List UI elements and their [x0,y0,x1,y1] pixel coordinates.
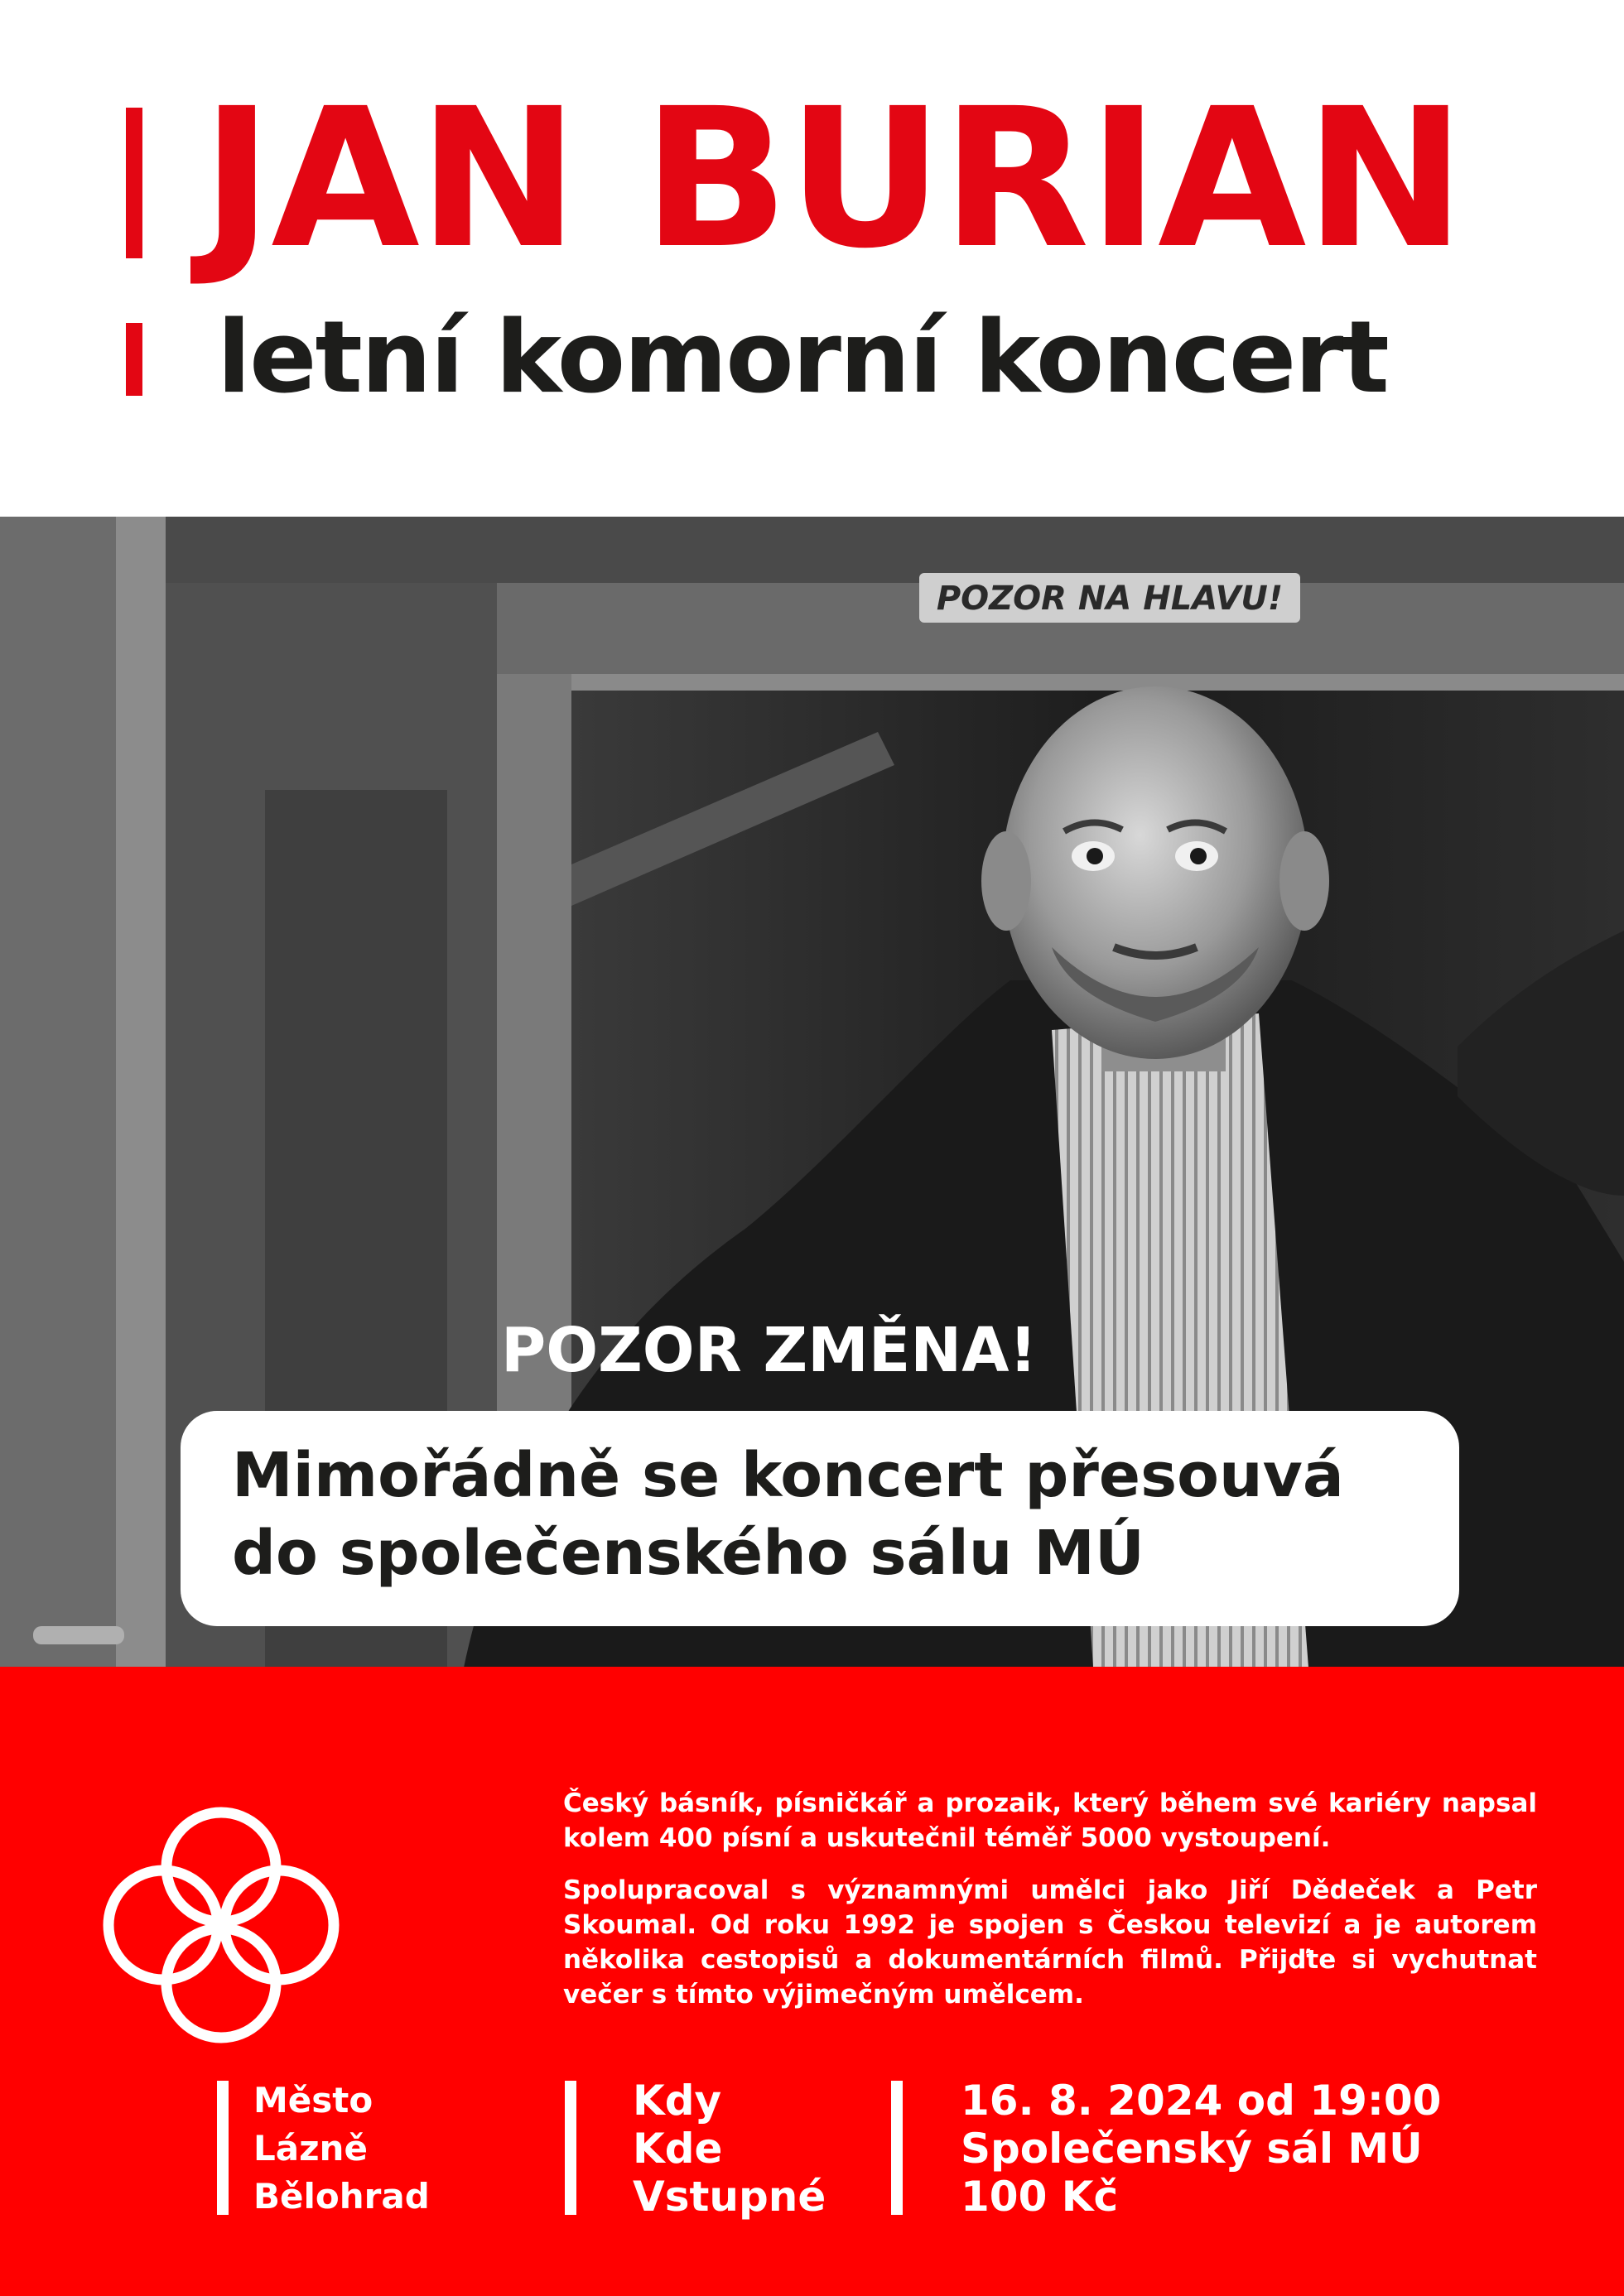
values-divider [891,2081,903,2215]
organizer-line: Město [253,2080,373,2120]
four-rings-logo-icon [93,1797,349,2053]
where-label: Kde [633,2125,723,2173]
notice-line-1: Mimořádně se koncert přesouvá [232,1440,1344,1511]
labels-divider [565,2081,576,2215]
subtitle-accent-bar [126,323,142,396]
description-paragraph-1: Český básník, písničkář a prozaik, který během své kariéry napsal kolem 400 písní a uskutečnil téměř 5000 vystoupení. [563,1788,1537,1853]
event-values [961,2077,1441,2221]
event-labels [633,2077,826,2221]
organizer-name [253,2077,430,2221]
notice-heading: POZOR ZMĚNA! [501,1315,1038,1386]
admission-label: Vstupné [633,2173,826,2221]
admission-value: 100 Kč [961,2173,1119,2221]
warning-sign-text: POZOR NA HLAVU! [936,580,1284,618]
where-value: Společenský sál MÚ [961,2125,1423,2173]
description-paragraph-2: Spolupracoval s významnými umělci jako Jiří Dědeček a Petr Skoumal. Od roku 1992 je spojen s Českou televizí a je autorem několika cestopisů a dokumentárních filmů. Přijďte si vychutnat večer s tímto výjimečným umělcem. [563,1875,1537,2010]
organizer-divider [217,2081,229,2215]
organizer-line: Bělohrad [253,2176,430,2217]
notice-line-2: do společenského sálu MÚ [232,1518,1145,1589]
title-accent-bar [126,108,142,258]
notice-text [232,1437,1449,1592]
when-label: Kdy [633,2077,722,2125]
page-subtitle: letní komorní koncert [217,301,1388,416]
when-value: 16. 8. 2024 od 19:00 [961,2077,1442,2125]
page-title: JAN BURIAN [201,67,1464,291]
organizer-line: Lázně [253,2128,368,2168]
